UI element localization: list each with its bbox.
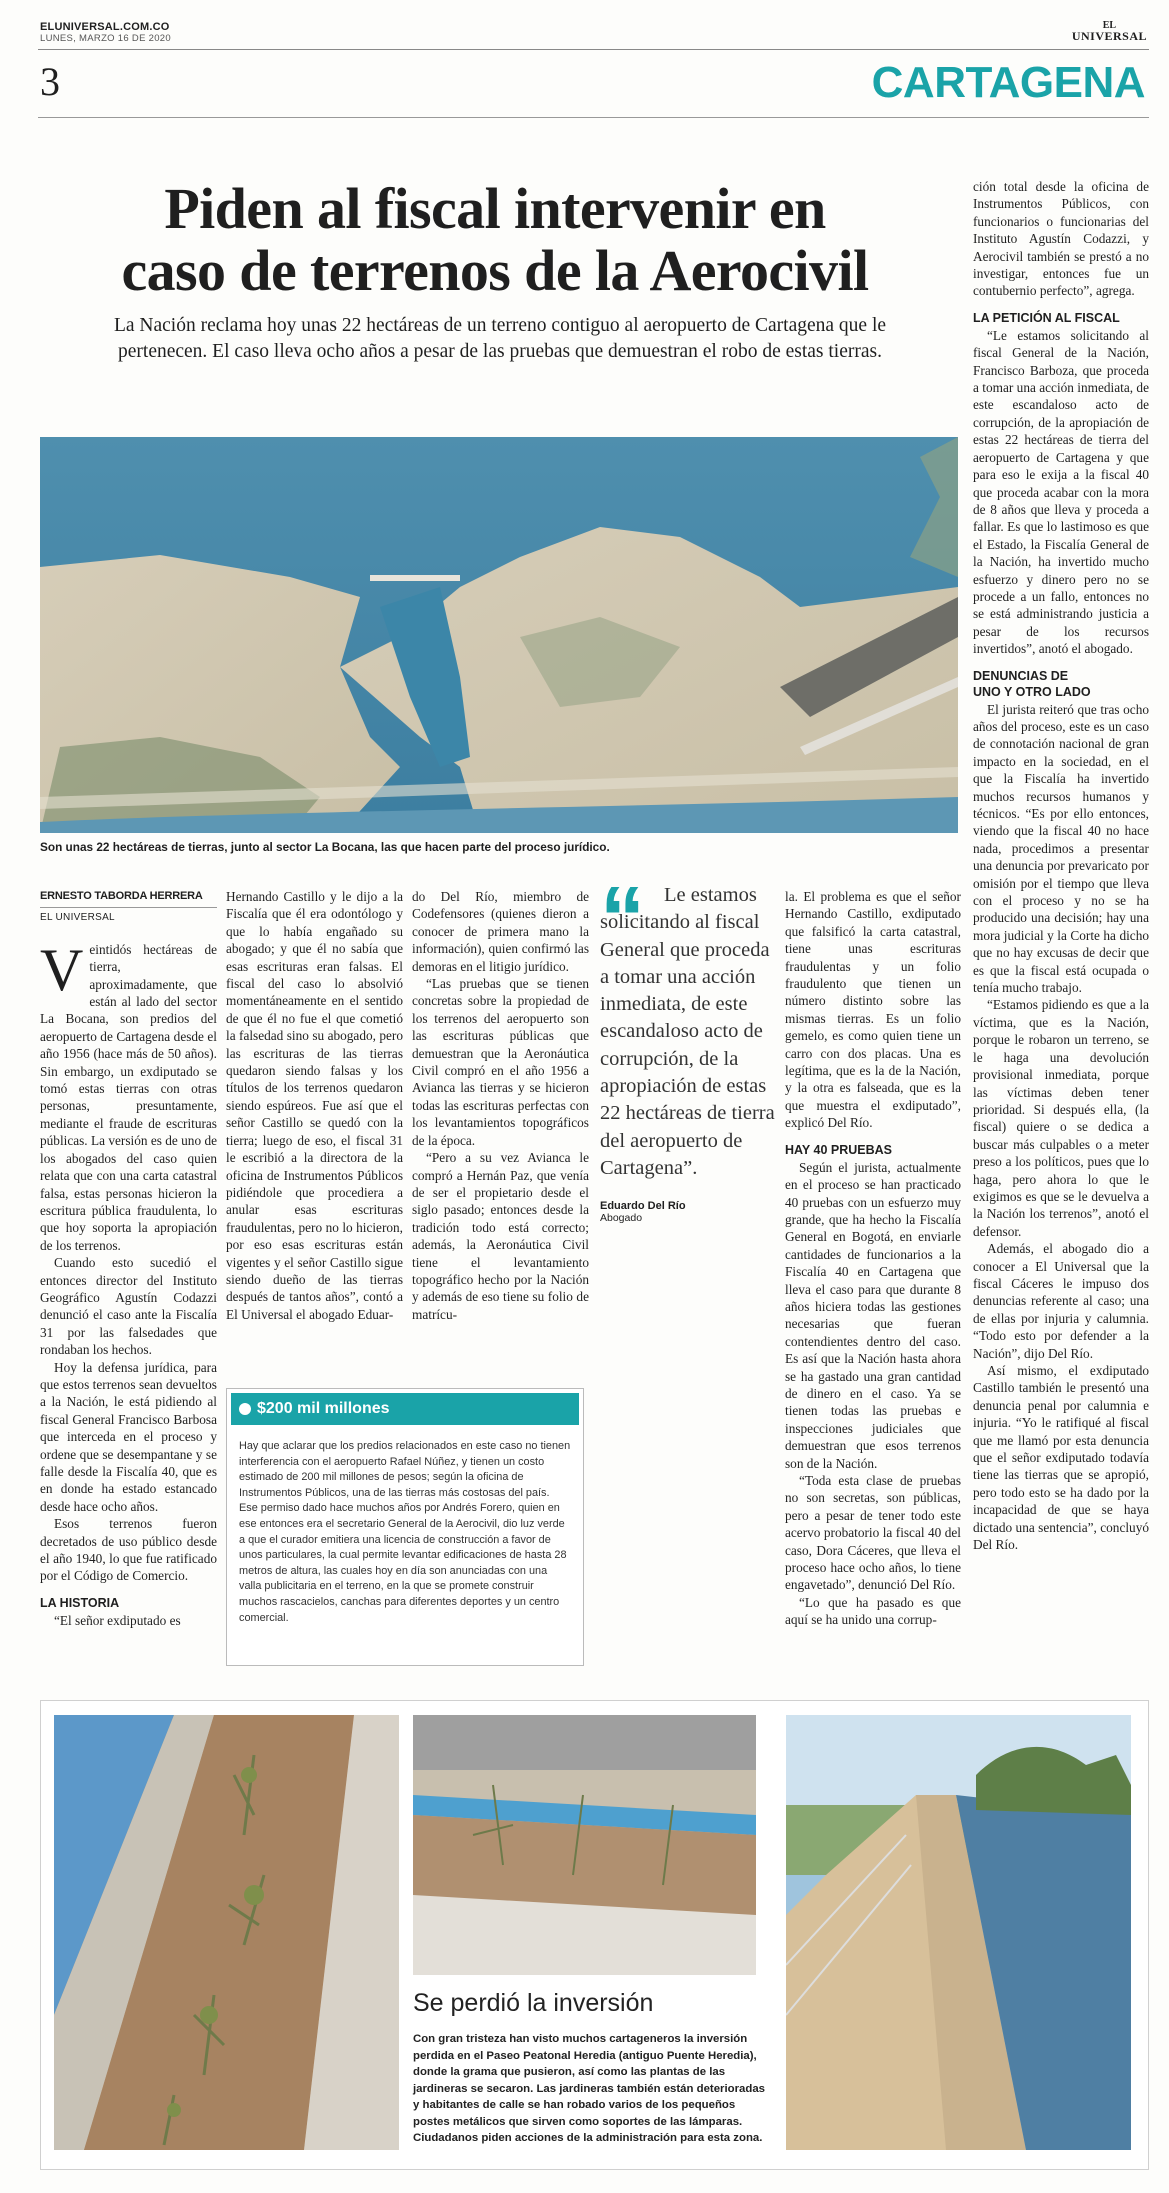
- site-url: ELUNIVERSAL.COM.CO: [40, 21, 170, 33]
- headline: [40, 178, 950, 302]
- article-paragraph: Además, el abogado dio a conocer a El Universal que la fiscal Cáceres le impuso dos denuncias referente al caso; una de ellas por injuria y calumnia. “Todo esto por defender a la Nación”, dijo Del Río.: [973, 1241, 1149, 1361]
- article-paragraph: “Las pruebas que se tienen concretas sobre la propiedad de los terrenos del aeropuerto son las escrituras públicas que demuestran que la Aeronáutica Civil compró en el año 1956 a Avianca las tierras y se hicieron todas las escrituras perfectas con los levantamientos topográficos de la época.: [412, 976, 589, 1148]
- byline-outlet: EL UNIVERSAL: [40, 907, 217, 926]
- article-paragraph: la. El problema es que el señor Hernando Castillo, exdiputado que falsificó la carta catastral, tiene unas escrituras fraudulentas y un folio fraudulento que tienen un número distinto sobre las mismas tierras. Es un folio gemelo, es como quien tiene un carro con dos placas. Una es legítima, que es la de la Nación, y la otra es falseada, que es la que muestra el exdiputado”, explicó Del Río.: [785, 889, 961, 1131]
- article-paragraph: Así mismo, el exdiputado Castillo también le presentó una denuncia penal por calumnia e injuria. “Yo le ratifiqué al fiscal que me llamó por esta denuncia que el señor exdiputado todavía tiene las tierras que se apropió, pero todo esto se ha dado por la incapacidad de que se haya dictado una sentencia”, concluyó Del Río.: [973, 1363, 1149, 1553]
- quote-mark-icon: “: [600, 869, 645, 969]
- article-paragraph: “El señor exdiputado es: [54, 1612, 181, 1628]
- article-column-5: [785, 888, 961, 1629]
- sidebar-text: [227, 1429, 583, 1636]
- quote-text: Le estamos solicitando al fiscal General que proceda a tomar una acción inmediata, de este escandaloso acto de corrupción, de la apropiación de estas 22 hectáreas de tierra del aeropuerto de Cartagena”.: [600, 884, 775, 1179]
- bullet-icon: [239, 1403, 251, 1415]
- headline-deck: La Nación reclama hoy unas 22 hectáreas de un terreno contiguo al aeropuerto de Cartagena que le pertenecen. El caso lleva ocho años a pesar de las pruebas que demuestran el robo de estas tierras.: [113, 315, 887, 362]
- subhead-pruebas: HAY 40 PRUEBAS: [785, 1142, 892, 1157]
- subhead-historia: LA HISTORIA: [40, 1595, 120, 1610]
- byline-author: ERNESTO TABORDA HERRERA: [40, 890, 203, 902]
- article-column-6: [973, 178, 1149, 1553]
- subhead-peticion: LA PETICIÓN AL FISCAL: [973, 310, 1120, 325]
- logo-top: EL: [1102, 20, 1117, 31]
- quote-role: Abogado: [600, 1212, 643, 1225]
- sidebar-title-bar: [231, 1393, 579, 1425]
- quote-author: Eduardo Del Río: [600, 1200, 686, 1213]
- sidebar-title: $200 mil millones: [257, 1400, 390, 1417]
- page-number: 3: [40, 59, 60, 104]
- article-paragraph: ción total desde la oficina de Instrumentos Públicos, con funcionarios o funcionarias del Instituto Agustín Codazzi, y Aerocivil también se prestó a no investigar, entonces fue un contubernio perfecto”, agrega.: [973, 179, 1149, 299]
- header-rule: [38, 49, 1149, 50]
- photo-caption: Son unas 22 hectáreas de tierras, junto al sector La Bocana, las que hacen parte del proceso jurídico.: [40, 840, 610, 854]
- article-paragraph: do Del Río, miembro de Codefensores (quienes dieron a conocer de primera mano la información), quien confirmó las demoras en el litigio jurídico.: [412, 889, 589, 974]
- article-paragraph: Hernando Castillo y le dijo a la Fiscalía que él era odontólogo y que lo había engañado su abogado; y que él no sabía que esas escrituras eran falsas. El fiscal del caso lo absolvió momentáneamente en el sentido de que él no fue el que cometió la falsedad sino su abogado, pero las escrituras de las tierras quedaron siendo falsas y los títulos de los terrenos quedaron siendo espúreos. Fue así que el señor Castillo se quedó con la tierra; luego de eso, el fiscal 31 le escribió a la directora de la oficina de Instrumentos Públicos pidiéndole que procediera a anular esas escrituras fraudulentas, pero no lo hicieron, por eso esas escrituras están vigentes y el señor Castillo sigue siendo dueño de las tierras después de tantos años”, contó a El Universal el abogado Eduar-: [226, 889, 403, 1322]
- article-paragraph: Esos terrenos fueron decretados de uso público desde el año 1940, lo que fue ratificado por el Código de Comercio.: [40, 1516, 217, 1584]
- promenade-photo-right: [786, 1715, 1131, 2150]
- section-title: CARTAGENA: [871, 58, 1145, 107]
- newspaper-logo: [1072, 20, 1147, 42]
- sidebar-box: [226, 1388, 584, 1666]
- subhead-denuncias: DENUNCIAS DE UNO Y OTRO LADO: [973, 668, 1091, 699]
- article-paragraph: “Estamos pidiendo es que a la víctima, que es la Nación, porque le robaron un terreno, se le haga una devolución provisional inmediata, porque las víctimas deben tener prioridad. Si después ella, (la fiscal) quiere o se dedica a buscar más culpables o a meter preso a los políticos, pues que lo haga, pero ahora lo que le exigimos es que se le devuelva a la Nación los terrenos”, anotó el defensor.: [973, 997, 1149, 1239]
- article-paragraph: “Lo que ha pasado es que aquí se ha unido una corrup-: [785, 1594, 961, 1628]
- drop-cap: V: [40, 936, 84, 1003]
- planter-photo-middle: [413, 1715, 756, 1975]
- article-column-1: [40, 888, 217, 1629]
- article-column-3: [412, 888, 589, 1323]
- sidebar-paragraph: Ese permiso dado hace muchos años por Andrés Forero, quien en ese entonces era el secretario General de la Aerocivil, dio luz verde a que el curador emitiera una licencia de construcción a favor de unos particulares, la cual permite levantar edificaciones de hasta 28 metros de altura, las cuales hoy en día son anunciadas con una valla publicitaria en el terreno, en la que se promete construir muchos rascacielos, canchas para diferentes deportes y un centro comercial.: [239, 1502, 567, 1624]
- article-paragraph: “Le estamos solicitando al fiscal General de la Nación, Francisco Barboza, que proceda a tomar una acción inmediata, de este escandaloso acto de corrupción, de la apropiación de estas 22 hectáreas de tierra del aeropuerto de Cartagena y que para eso le exija a la fiscal 40 que proceda acabar con la mora de 8 años que lleva y proceda a fallar. Es que lo lastimoso es que el Estado, la Fiscalía General de la Nación, ha invertido mucho esfuerzo y dinero pero no se procede a un fallo, entonces no se está administrando justicia a pesar de los recursos invertidos”, anotó el abogado.: [973, 327, 1149, 657]
- aerial-photo: [40, 437, 958, 833]
- bottom-text: Con gran tristeza han visto muchos cartageneros la inversión perdida en el Paseo Peatonal Heredia (antiguo Puente Heredia), donde la grama que pusieron, así como las plantas de las jardineras se secaron. Las jardineras también están deterioradas y habitantes de calle se han robado varios de los pequeños postes metálicos que sirven como soportes de las lámparas. Ciudadanos piden acciones de la administración para esta zona.: [413, 2033, 766, 2144]
- pull-quote: [600, 869, 775, 1225]
- article-column-2: [226, 888, 403, 1323]
- article-paragraph: “Toda esta clase de pruebas no son secretas, son públicas, pero a pesar de tener todo este acervo probatorio la fiscal 40 del caso, Dora Cáceres, que lleva el proceso hace ocho años, lo tiene engavetado”, denunció Del Río.: [785, 1473, 961, 1593]
- section-rule: [38, 117, 1149, 118]
- article-paragraph: Según el jurista, actualmente en el proceso se han practicado 40 pruebas con un esfuerzo muy grande, que ha hecho la Fiscalía General en Bogotá, en enviarle cantidades de funcionarios a la Fiscalía 40 en Cartagena que lleva el caso para que durante 8 años hiciera todas las gestiones necesarias que fueran contendientes dentro del caso. Es así que la Nación hasta ahora se ha gastado una gran cantidad de dinero en el caso. Ya se tienen todas las pruebas e inspecciones judiciales que demuestran que esos terrenos son de la Nación.: [785, 1159, 961, 1471]
- article-paragraph: El jurista reiteró que tras ocho años del proceso, este es un caso de connotación nacional de gran impacto en la sociedad, en el que la Fiscalía ha invertido muchos recursos humanos y técnicos. “Es por ello entonces, viendo que la fiscal 40 no hace nada, procedimos a presentar una denuncia por prevaricato por omisión por el tiempo que lleva con el proceso y no se ha producido una decisión; hay una mora judicial y la Corte ha dicho que no hay excusas de decir que es que la fiscal está ocupada o tenía mucho trabajo.: [973, 701, 1149, 996]
- article-paragraph: Veintidós hectáreas de tierra, aproximadamente, que están al lado del sector La Bocana, son predios del aeropuerto de Cartagena desde el año 1956 (hace más de 50 años). Sin embargo, un exdiputado se tomó estas tierras con otras personas, presuntamente, mediante el fraude de escrituras públicas. La versión es de uno de los abogados del caso quien relata que con una carta catastral falsa, estas personas hicieron la escritura pública fraudulenta, lo que hoy soporta la apropiación de los terrenos.: [40, 936, 217, 1253]
- bottom-title: Se perdió la inversión: [413, 1989, 654, 2017]
- article-paragraph: Hoy la defensa jurídica, para que estos terrenos sean devueltos a la Nación, le está pidiendo al fiscal General Francisco Barbosa que interceda en el proceso y ordene que se desempantane y se falle desde la Fiscalía 40, que es en donde ha estado estancado desde hace ocho años.: [40, 1359, 217, 1514]
- headline-line-2: caso de terrenos de la Aerocivil: [121, 238, 869, 303]
- article-paragraph: “Pero a su vez Avianca le compró a Hernán Paz, que venía de ser el propietario desde el siglo pasado; entonces desde la tradición todo está correcto; además, la Aeronáutica Civil tiene el levantamiento topográfico hecho por la Nación y además de eso tiene su folio de matrícu-: [412, 1150, 589, 1322]
- issue-date: LUNES, MARZO 16 DE 2020: [40, 33, 171, 44]
- headline-line-1: Piden al fiscal intervenir en: [164, 176, 826, 241]
- sidebar-paragraph: Hay que aclarar que los predios relacionados en este caso no tienen interferencia con el aeropuerto Rafael Núñez, y tienen un costo estimado de 200 mil millones de pesos; según la oficina de Instrumentos Públicos, una de las tierras más costosas del país.: [239, 1440, 571, 1499]
- article-paragraph: Cuando esto sucedió el entonces director del Instituto Geográfico Agustín Codazzi denunció el caso ante la Fiscalía 31 por las falsedades que rondaban los hechos.: [40, 1255, 217, 1358]
- logo-bottom: UNIVERSAL: [1071, 29, 1147, 43]
- planter-photo-left: [54, 1715, 399, 2150]
